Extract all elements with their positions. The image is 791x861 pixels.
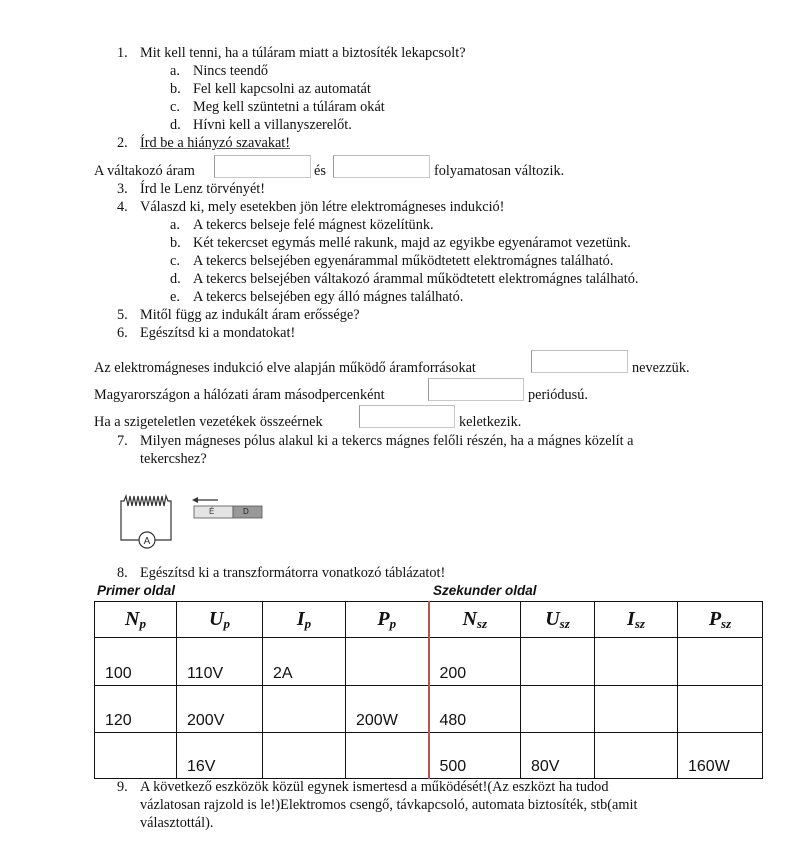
table-cell[interactable] xyxy=(678,638,763,686)
q4-option-a[interactable]: a. A tekercs belseje felé mágnest közelítünk. xyxy=(170,217,434,233)
q2-blank-1-input[interactable] xyxy=(214,155,311,178)
table-cell[interactable] xyxy=(595,733,678,779)
table-cell[interactable]: 120 xyxy=(95,686,177,733)
table-row xyxy=(95,686,763,733)
table-cell[interactable]: 160W xyxy=(678,733,763,779)
table-cell[interactable]: 480 xyxy=(429,686,521,733)
primary-side-label: Primer oldal xyxy=(97,583,176,598)
q1-option-d[interactable]: d. Hívni kell a villanyszerelőt. xyxy=(170,117,352,133)
q6-sentence-2-end: periódusú. xyxy=(528,387,588,403)
question-text: Mit kell tenni, ha a túláram miatt a biztosíték lekapcsolt? xyxy=(140,45,466,61)
coil-circuit-icon xyxy=(118,494,268,554)
header-isz: $I_{sz}$ xyxy=(595,602,678,638)
table-row xyxy=(95,733,763,779)
question-text: Írd be a hiányzó szavakat! xyxy=(140,135,291,151)
table-cell[interactable] xyxy=(95,733,177,779)
question-3: 3. Írd le Lenz törvényét! xyxy=(117,181,266,197)
table-cell[interactable] xyxy=(678,686,763,733)
magnet-label-south: D xyxy=(243,507,249,516)
table-cell[interactable]: 200 xyxy=(429,638,521,686)
q1-option-c[interactable]: c. Meg kell szüntetni a túláram okát xyxy=(170,99,385,115)
q1-option-a[interactable]: a. Nincs teendő xyxy=(170,63,269,79)
q4-option-b[interactable]: b. Két tekercset egymás mellé rakunk, majd az egyikbe egyenáramot vezetünk. xyxy=(170,235,631,251)
table-cell[interactable]: 16V xyxy=(177,733,263,779)
question-4: 4. Válaszd ki, mely esetekben jön létre elektromágneses indukció! xyxy=(117,199,505,215)
header-nsz: $N_{sz}$ xyxy=(429,602,521,638)
q2-sentence-end: folyamatosan változik. xyxy=(434,163,565,179)
secondary-side-label: Szekunder oldal xyxy=(433,583,537,598)
q1-option-b[interactable]: b. Fel kell kapcsolni az automatát xyxy=(170,81,371,97)
q6-sentence-1-start: Az elektromágneses indukció elve alapján működő áramforrásokat xyxy=(94,360,476,376)
arrow-left-icon xyxy=(192,497,218,503)
q2-sentence-start: A váltakozó áram xyxy=(94,163,195,179)
header-usz: $U_{sz}$ xyxy=(521,602,595,638)
table-cell[interactable] xyxy=(595,638,678,686)
table-cell[interactable]: 80V xyxy=(521,733,595,779)
question-7: 7. Milyen mágneses pólus alakul ki a tekercs mágnes felőli részén, ha a mágnes közelít a xyxy=(117,433,634,449)
q6-sentence-3-start: Ha a szigeteletlen vezetékek összeérnek xyxy=(94,414,323,430)
table-header-row xyxy=(95,602,763,638)
table-cell[interactable]: 200V xyxy=(177,686,263,733)
table-row xyxy=(95,638,763,686)
ammeter-label: A xyxy=(143,536,151,547)
header-up: $U_p$ xyxy=(177,602,263,638)
coil-magnet-figure xyxy=(118,494,268,554)
question-5: 5. Mitől függ az indukált áram erőssége? xyxy=(117,307,360,323)
q6-sentence-3-end: keletkezik. xyxy=(459,414,522,430)
header-ip: $I_p$ xyxy=(263,602,346,638)
question-6: 6. Egészítsd ki a mondatokat! xyxy=(117,325,296,341)
header-np: $N_p$ xyxy=(95,602,177,638)
table-cell[interactable]: 200W xyxy=(346,686,429,733)
q4-option-d[interactable]: d. A tekercs belsejében váltakozó árammal működtetett elektromágnes található. xyxy=(170,271,639,287)
table-cell[interactable]: 100 xyxy=(95,638,177,686)
table-cell[interactable] xyxy=(263,733,346,779)
table-cell[interactable] xyxy=(521,638,595,686)
table-cell[interactable]: 110V xyxy=(177,638,263,686)
question-9-line-3: választottál). xyxy=(140,815,214,831)
transformer-table xyxy=(94,601,763,779)
q6-blank-3-input[interactable] xyxy=(359,405,455,428)
table-cell[interactable] xyxy=(346,638,429,686)
table-cell[interactable] xyxy=(263,686,346,733)
q6-sentence-1-end: nevezzük. xyxy=(632,360,690,376)
magnet-label-north: É xyxy=(209,507,215,516)
question-8: 8. Egészítsd ki a transzformátorra vonatkozó táblázatot! xyxy=(117,565,446,581)
question-7-continued: tekercshez? xyxy=(140,451,207,467)
table-cell[interactable]: 500 xyxy=(429,733,521,779)
q2-blank-2-input[interactable] xyxy=(333,155,430,178)
question-number: 1. xyxy=(117,45,128,61)
table-cell[interactable] xyxy=(346,733,429,779)
question-9-line-2: vázlatosan rajzold is le!)Elektromos csengő, távkapcsoló, automata biztosíték, stb(amit xyxy=(140,797,638,813)
question-2: 2. Írd be a hiányzó szavakat! xyxy=(117,135,291,151)
q6-sentence-2-start: Magyarországon a hálózati áram másodpercenként xyxy=(94,387,385,403)
header-pp: $P_p$ xyxy=(346,602,429,638)
header-psz: $P_{sz}$ xyxy=(678,602,763,638)
table-cell[interactable] xyxy=(521,686,595,733)
question-9: 9. A következő eszközök közül egynek ismertesd a működését!(Az eszközt ha tudod xyxy=(117,779,609,795)
table-cell[interactable]: 2A xyxy=(263,638,346,686)
question-1 xyxy=(117,45,466,62)
q4-option-c[interactable]: c. A tekercs belsejében egyenárammal működtetett elektromágnes található. xyxy=(170,253,614,269)
q6-blank-2-input[interactable] xyxy=(428,378,524,401)
q2-sentence-mid: és xyxy=(314,163,326,179)
table-cell[interactable] xyxy=(595,686,678,733)
q6-blank-1-input[interactable] xyxy=(531,350,628,373)
q4-option-e[interactable]: e. A tekercs belsejében egy álló mágnes található. xyxy=(170,289,464,305)
